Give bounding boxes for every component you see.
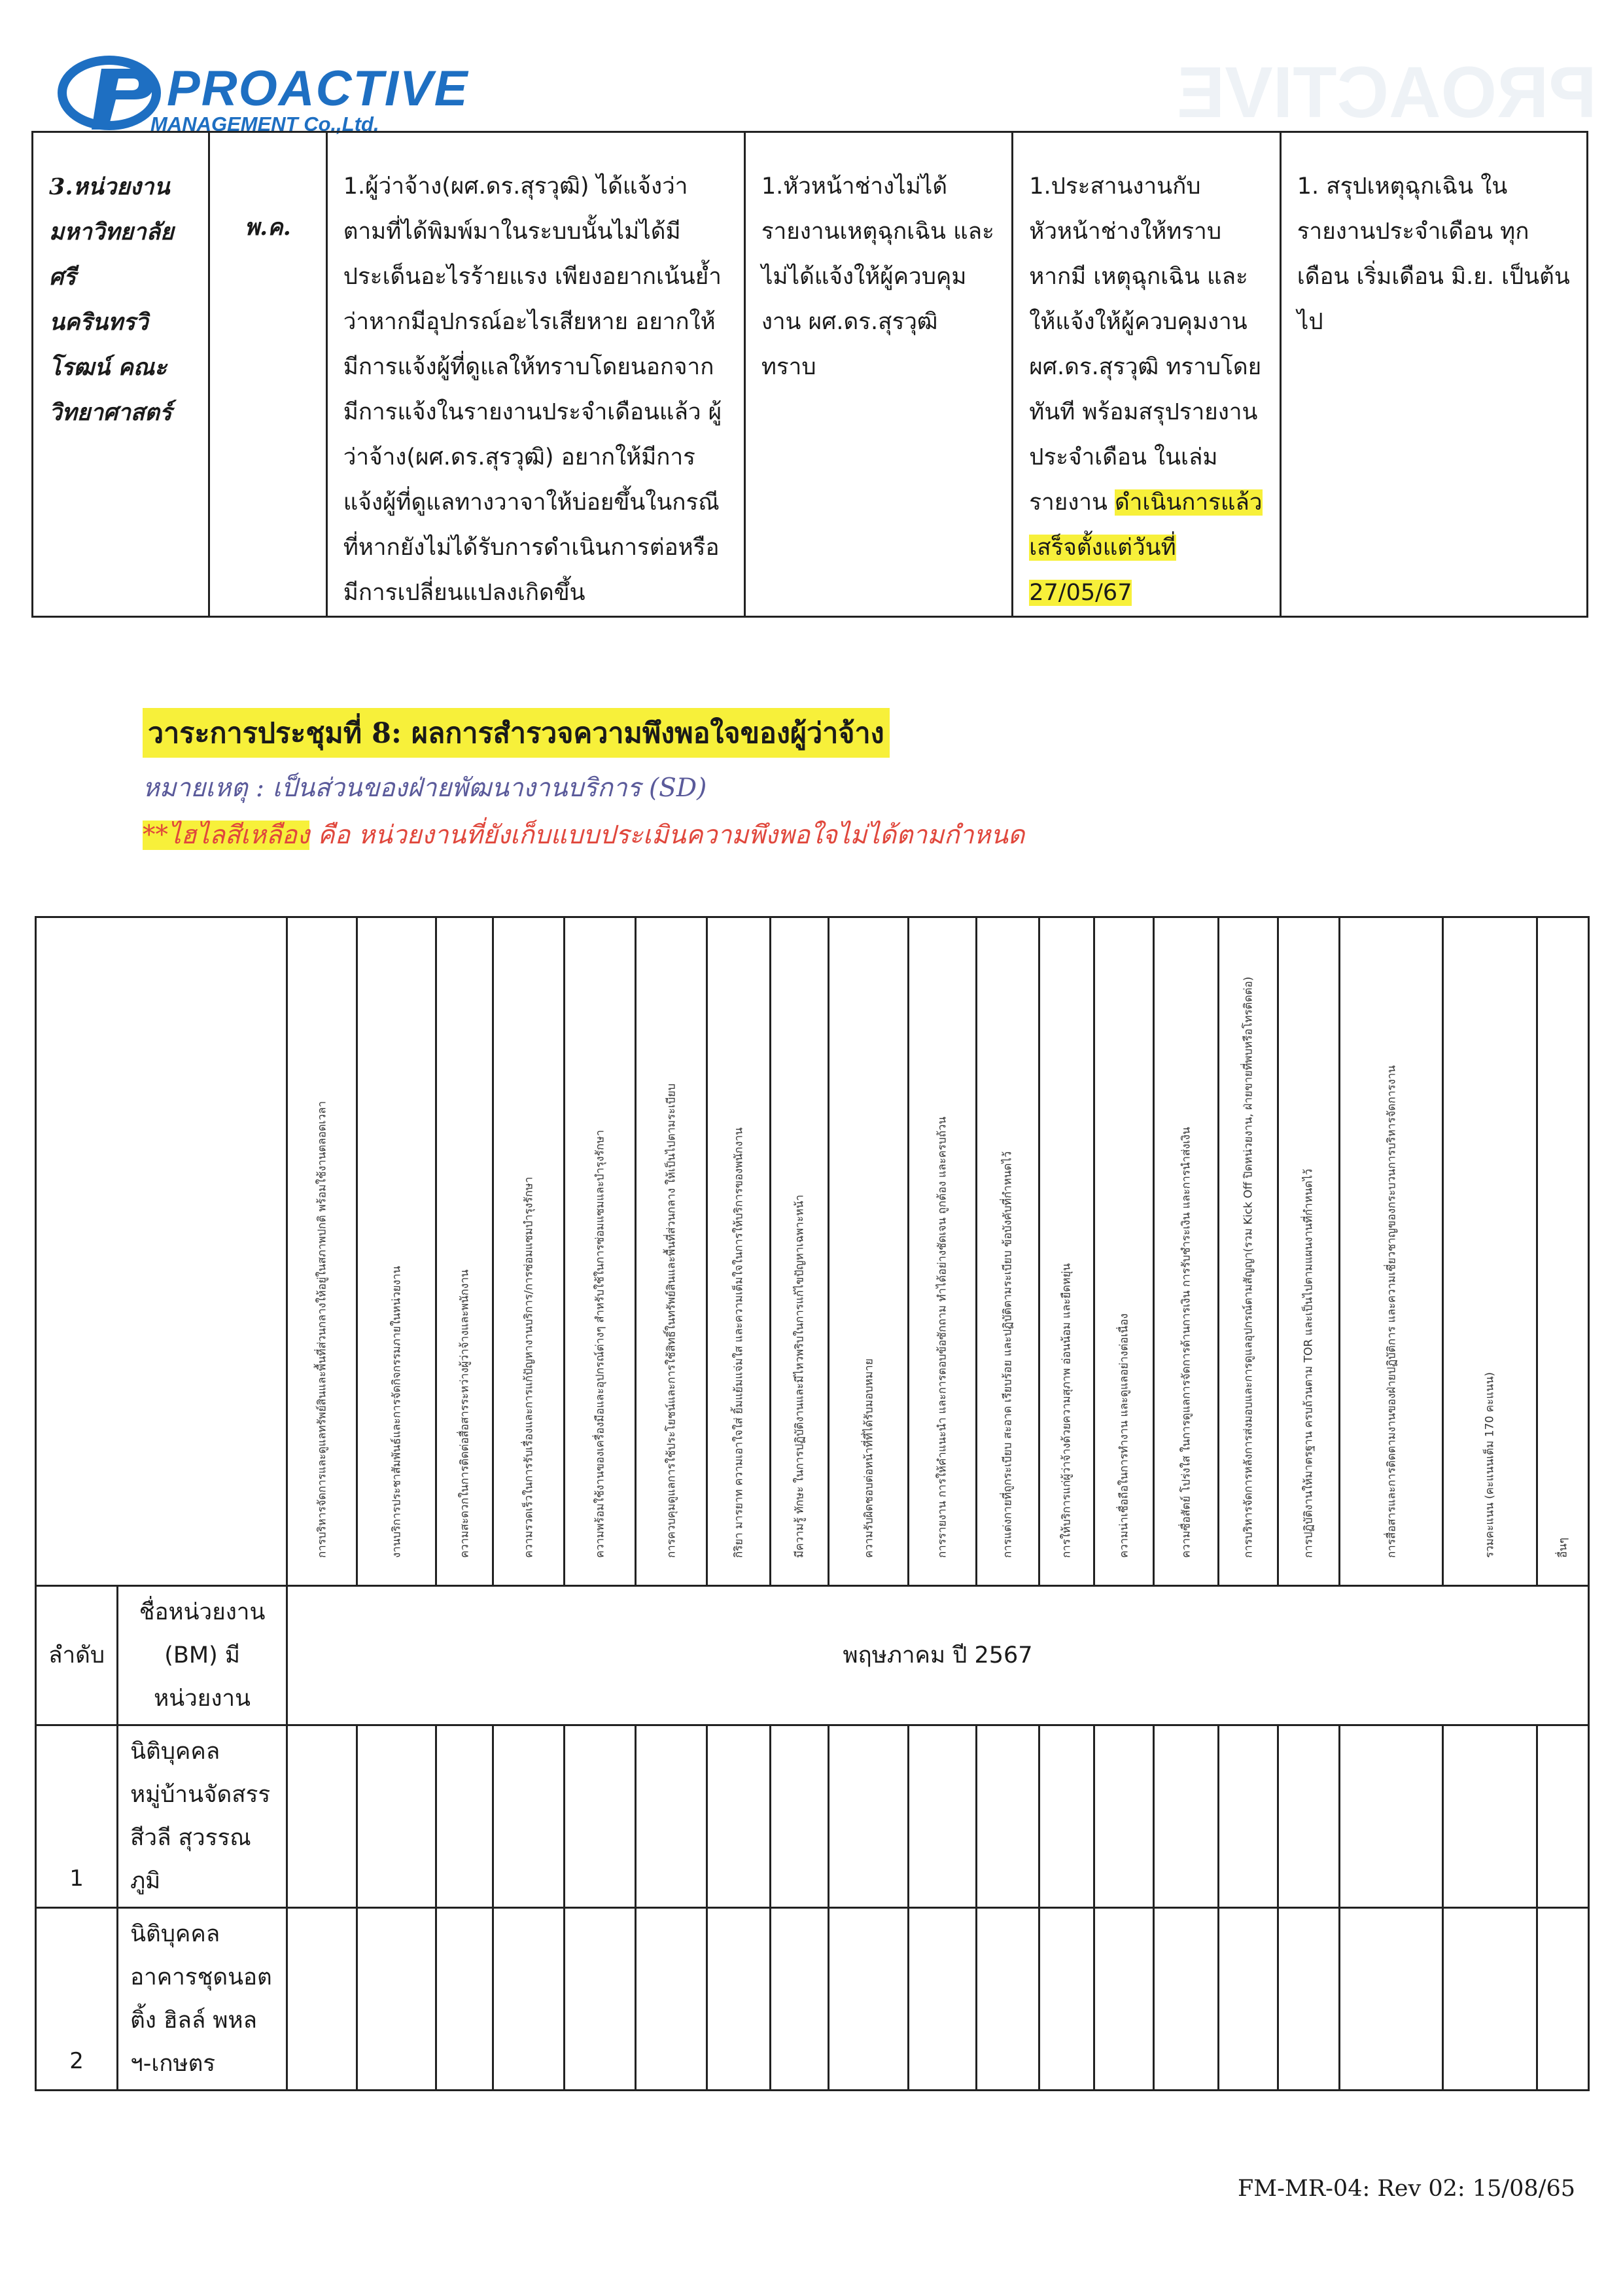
criteria-header-2 [357,917,436,1586]
criteria-label: กิริยา มารยาท ความเอาใจใส่ ยิ้มแย้มแจ่มใส และความเต็มใจในการให้บริการของพนักงาน [732,1127,746,1558]
score-cell [771,1725,829,1908]
issue-table [31,131,1588,618]
score-cell [1039,1725,1094,1908]
score-cell [1339,1725,1442,1908]
criteria-label: ความสะดวกในการติดต่อสื่อสารระหว่างผู้ว่าจ้างและพนักงาน [458,1269,472,1558]
criteria-header-13 [1094,917,1153,1586]
score-cell [1339,1908,1442,2091]
criteria-header-11 [976,917,1039,1586]
score-cell [1218,1725,1278,1908]
row-unit-name: นิติบุคคล อาคารชุดนอต ติ้ง ฮิลล์ พหล ฯ-เกษตร [118,1908,287,2091]
score-cell [1039,1908,1094,2091]
score-cell [1443,1908,1537,2091]
score-cell [493,1725,564,1908]
score-cell [436,1725,493,1908]
score-cell [1537,1908,1588,2091]
unit-name-column-header: ชื่อหน่วยงาน (BM) มี หน่วยงาน [118,1586,287,1725]
criteria-label: รวมคะแนน (คะแนนเต็ม 170 คะแนน) [1483,1372,1497,1558]
agenda-note: หมายเหตุ : เป็นส่วนของฝ่ายพัฒนางานบริการ (SD) [143,773,707,803]
score-cell [357,1908,436,2091]
score-cell [771,1908,829,2091]
criteria-label: การปฏิบัติงานให้มาตรฐาน ครบถ้วนตาม TOR และเป็นไปตามแผนงานที่กำหนดไว้ [1302,1169,1316,1558]
criteria-header-7 [707,917,771,1586]
action-highlight: ดำเนินการแล้วเสร็จตั้งแต่วันที่ 27/05/67 [1029,489,1263,606]
score-cell [357,1725,436,1908]
prevention-cell: 1. สรุปเหตุฉุกเฉิน ในรายงานประจำเดือน ทุกเดือน เริ่มเดือน มิ.ย. เป็นต้นไป [1280,132,1587,617]
criteria-header-15 [1218,917,1278,1586]
criteria-header-4 [493,917,564,1586]
score-cell [1094,1908,1153,2091]
score-cell [1278,1725,1339,1908]
satisfaction-survey-table [35,916,1590,2091]
action-text: 1.ประสานงานกับหัวหน้าช่างให้ทราบ หากมี เหตุฉุกเฉิน และให้แจ้งให้ผู้ควบคุมงาน ผศ.ดร.สุรวุฒิ ทราบโดยทันที พร้อมสรุปรายงานประจำเดือน ในเล่มรายงาน [1029,173,1262,516]
criteria-label: การให้บริการแก่ผู้ว่าจ้างด้วยความสุภาพ อ่อนน้อม และยืดหยุ่น [1060,1263,1073,1558]
criteria-header-19 [1537,917,1588,1586]
criteria-header-9 [829,917,909,1586]
criteria-label: การควบคุมดูแลการใช้ประโยชน์และการใช้สิทธิ์ในทรัพย์สินและพื้นที่ส่วนกลาง ให้เป็นไปตามระเบียบ [665,1084,678,1558]
score-cell [564,1908,636,2091]
header-row [36,917,1589,1586]
agenda-title: วาระการประชุมที่ 8: ผลการสำรวจความพึงพอใจของผู้ว่าจ้าง [143,708,890,758]
cause-cell: 1.หัวหน้าช่างไม่ได้รายงานเหตุฉุกเฉิน และไม่ได้แจ้งให้ผู้ควบคุมงาน ผศ.ดร.สุรวุฒิ ทราบ [744,132,1012,617]
score-cell [636,1908,707,2091]
score-cell [1218,1908,1278,2091]
criteria-header-3 [436,917,493,1586]
score-cell [564,1725,636,1908]
score-cell [908,1725,976,1908]
criteria-label: อื่นๆ [1556,1538,1570,1558]
score-cell [829,1908,909,2091]
criteria-header-5 [564,917,636,1586]
period-header: พฤษภาคม ปี 2567 [287,1586,1589,1725]
criteria-header-17 [1339,917,1442,1586]
table-row [33,132,1588,617]
action-cell [1013,132,1280,617]
criteria-header-1 [287,917,357,1586]
blank-header-cell [36,917,287,1586]
score-cell [707,1908,771,2091]
score-cell [1443,1725,1537,1908]
criteria-header-14 [1153,917,1218,1586]
table-row [36,1908,1589,2091]
criteria-label: ความรับผิดชอบต่อหน้าที่ที่ได้รับมอบหมาย [862,1358,876,1558]
row-number: 1 [36,1725,118,1908]
score-cell [908,1908,976,2091]
unit-cell: 3.หน่วยงาน มหาวิทยาลัยศรี นครินทรวิ โรฒน์ คณะ วิทยาศาสตร์ [33,132,209,617]
score-cell [287,1725,357,1908]
score-cell [976,1908,1039,2091]
score-cell [1537,1725,1588,1908]
criteria-label: ความพร้อมใช้งานของเครื่องมือและอุปกรณ์ต่างๆ สำหรับใช้ในการซ่อมแซมและบำรุงรักษา [593,1129,607,1558]
legend-highlight: **ไฮไลสีเหลือง [143,821,310,850]
column-title-row [36,1586,1589,1725]
criteria-header-18 [1443,917,1537,1586]
logo-subtitle: MANAGEMENT Co.,Ltd. [150,113,379,135]
score-cell [976,1725,1039,1908]
criteria-label: การบริหารจัดการหลังการส่งมอบและการดูแลอุปกรณ์ตามสัญญา(รวม Kick Off ปิดหน่วยงาน, ฝ่ายขายที่พบหรือโทรติดต่อ) [1242,976,1255,1558]
agenda-legend [143,815,1024,855]
score-cell [287,1908,357,2091]
legend-text: คือ หน่วยงานที่ยังเก็บแบบประเมินความพึงพอใจไม่ได้ตามกำหนด [309,821,1025,850]
score-cell [1278,1908,1339,2091]
criteria-label: มีความรู้ ทักษะ ในการปฏิบัติงานและมีไหวพริบในการแก้ไขปัญหาเฉพาะหน้า [793,1194,807,1558]
criteria-label: การแต่งกายที่ถูกระเบียบ สะอาด เรียบร้อย และปฏิบัติตามระเบียบ ข้อบังคับที่กำหนดไว้ [1001,1151,1015,1558]
criteria-label: งานบริการประชาสัมพันธ์และการจัดกิจกรรมภายในหน่วยงาน [390,1265,404,1558]
mirrored-logo-watermark: PROACTIVE [1177,52,1597,133]
criteria-header-12 [1039,917,1094,1586]
criteria-label: ความน่าเชื่อถือในการทำงาน และดูแลอย่างต่อเนื่อง [1117,1313,1131,1558]
logo-name: PROACTIVE [167,61,469,116]
issue-cell: 1.ผู้ว่าจ้าง(ผศ.ดร.สุรวุฒิ) ได้แจ้งว่า ตามที่ได้พิมพ์มาในระบบนั้นไม่ได้มีประเด็นอะไรร้ายแรง เพียงอยากเน้นย้ำว่าหากมีอุปกรณ์อะไรเสียหาย อยากให้มีการแจ้งผู้ที่ดูแลให้ทราบโดยนอกจากมีการแจ้งในรายงานประจำเดือนแล้ว ผู้ว่าจ้าง(ผศ.ดร.สุรวุฒิ) อยากให้มีการแจ้งผู้ที่ดูแลทางวาจาให้บ่อยขึ้นในกรณีที่หากยังไม่ได้รับการดำเนินการต่อหรือมีการเปลี่ยนแปลงเกิดขึ้น [326,132,744,617]
criteria-label: การบริหารจัดการและดูแลทรัพย์สินและพื้นที่ส่วนกลางให้อยู่ในสภาพปกติ พร้อมใช้งานตลอดเวลา [315,1101,329,1558]
row-number: 2 [36,1908,118,2091]
score-cell [436,1908,493,2091]
criteria-label: การสื่อสารและการติดตามงานของฝ่ายปฏิบัติการ และความเชี่ยวชาญของกระบวนการบริหารจัดการงาน [1385,1065,1399,1558]
criteria-label: ความซื่อสัตย์ โปร่งใส ในการดูแลการจัดการด้านการเงิน การรับชำระเงิน และการนำส่งเงิน [1179,1127,1193,1558]
criteria-header-10 [908,917,976,1586]
score-cell [493,1908,564,2091]
score-cell [1153,1725,1218,1908]
score-cell [636,1725,707,1908]
row-unit-name: นิติบุคคล หมู่บ้านจัดสรร สีวลี สุวรรณ ภูมิ [118,1725,287,1908]
score-cell [707,1725,771,1908]
score-cell [1094,1725,1153,1908]
score-cell [1153,1908,1218,2091]
criteria-header-8 [771,917,829,1586]
criteria-label: ความรวดเร็วในการรับเรื่องและการแก้ปัญหางานบริการ/การซ่อมแซมบำรุงรักษา [522,1176,536,1558]
month-cell: พ.ค. [209,132,326,617]
criteria-label: การรายงาน การให้คำแนะนำ และการตอบข้อซักถาม ทำได้อย่างชัดเจน ถูกต้อง และครบถ้วน [935,1116,949,1558]
criteria-header-6 [636,917,707,1586]
order-column-header: ลำดับ [36,1586,118,1725]
form-code: FM-MR-04: Rev 02: 15/08/65 [1237,2176,1575,2202]
table-row [36,1725,1589,1908]
score-cell [829,1725,909,1908]
criteria-header-16 [1278,917,1339,1586]
